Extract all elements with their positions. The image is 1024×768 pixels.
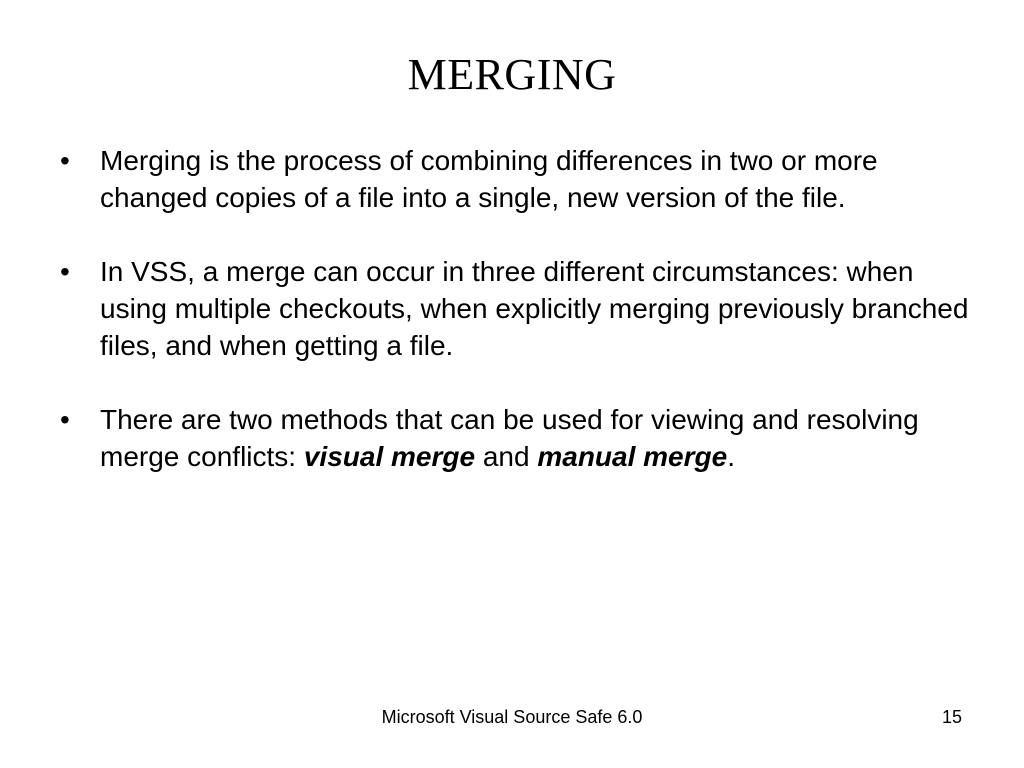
bullet-text-period: . [727, 441, 735, 472]
visual-merge-term: visual merge [303, 441, 476, 472]
bullet-icon: • [60, 404, 70, 435]
manual-merge-term: manual merge [537, 441, 728, 472]
bullet-icon: • [60, 256, 70, 287]
bullet-item-methods [60, 401, 980, 475]
bullet-text: In VSS, a merge can occur in three different circumstances: when using multiple checkouts, when explicitly merging previously branched files, and when getting a file. [100, 256, 969, 361]
bullet-list [60, 142, 980, 475]
footer-text: Microsoft Visual Source Safe 6.0 [381, 707, 643, 727]
bullet-item-definition [60, 142, 980, 216]
bullet-text-conjunction: and [475, 441, 538, 472]
bullet-text: Merging is the process of combining differences in two or more changed copies of a file into a single, new version of the file. [100, 145, 878, 213]
bullet-text-intro: There are two methods that can be used for viewing and resolving merge conflicts: [100, 404, 919, 472]
slide-number: 15 [941, 707, 962, 727]
bullet-icon: • [60, 145, 70, 176]
bullet-item-circumstances [60, 253, 980, 364]
slide-title: MERGING [407, 50, 617, 99]
